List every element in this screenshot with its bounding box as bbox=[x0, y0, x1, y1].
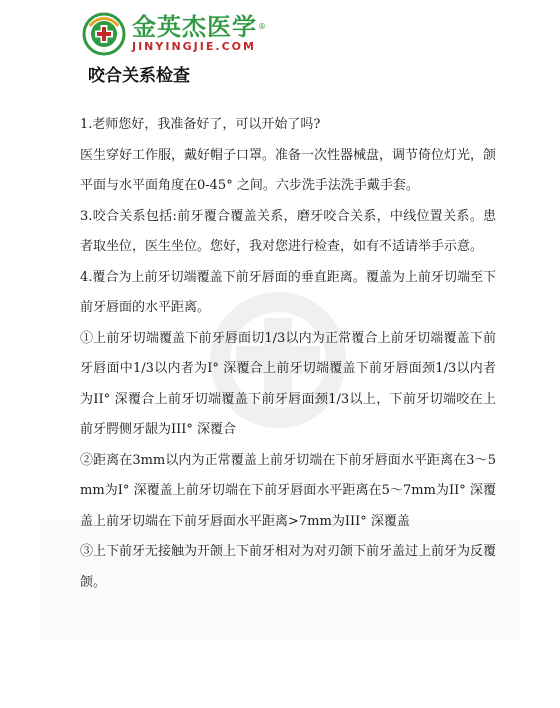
paragraph-preparation: 医生穿好工作服，戴好帽子口罩。准备一次性器械盘，调节倚位灯光，颌平面与水平面角度在0-45° 之间。六步洗手法洗手戴手套。 bbox=[80, 147, 497, 193]
paragraph-overjet: ②距离在3mm以内为正常覆盖上前牙切端在下前牙唇面水平距离在3～5mm为I° 深覆盖上前牙切端在下前牙唇面水平距离在5～7mm为II° 深覆盖上前牙切端在下前牙唇面水平距离>7mm为III° 深覆盖 bbox=[80, 452, 496, 529]
paragraph-open-bite: ③上下前牙无接触为开颌上下前牙相对为对刃颌下前牙盖过上前牙为反覆颌。 bbox=[80, 544, 497, 590]
paragraph-definitions: 4.覆合为上前牙切端覆盖下前牙唇面的垂直距离。覆盖为上前牙切端至下前牙唇面的水平距离。 bbox=[80, 269, 496, 315]
brand-logo bbox=[82, 12, 267, 56]
paragraph-intro: 1.老师您好，我准备好了，可以开始了吗? bbox=[80, 117, 321, 132]
medical-cross-icon bbox=[82, 12, 126, 56]
brand-domain: JINYINGJIE.COM bbox=[132, 40, 256, 53]
paragraph-overbite: ①上前牙切端覆盖下前牙唇面切1/3以内为正常覆合上前牙切端覆盖下前牙唇面中1/3以内者为I° 深覆合上前牙切端覆盖下前牙唇面颈1/3以内者为II° 深覆合上前牙切端覆盖下前牙唇面颈1/3以上，下前牙切端咬在上前牙腭侧牙龈为III° 深覆合 bbox=[80, 330, 496, 437]
document-body bbox=[80, 110, 496, 598]
registered-mark: ® bbox=[258, 22, 267, 31]
brand-name: 金英杰医学 ® bbox=[132, 13, 267, 41]
paragraph-occlusion-types: 3.咬合关系包括:前牙覆合覆盖关系，磨牙咬合关系，中线位置关系。患者取坐位，医生坐位。您好，我对您进行检查，如有不适请举手示意。 bbox=[80, 208, 496, 254]
document-title: 咬合关系检查 bbox=[88, 66, 190, 86]
